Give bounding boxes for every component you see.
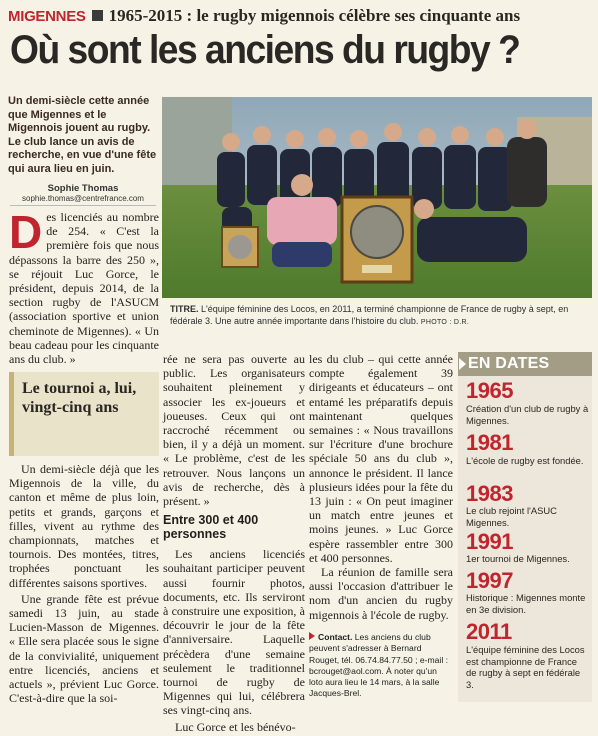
photo-credit: PHOTO : D.R. [420,319,470,326]
column-2-body [163,352,305,736]
timeline-text: Historique : Migennes monte en 3e division. [466,592,586,615]
triangle-right-icon [459,358,466,370]
column-1-body [9,462,159,707]
timeline-text: L'équipe féminine des Locos est championne de France de rugby à sept en fédérale 3. [466,644,585,690]
column-3-body [309,352,453,624]
paragraph: rée ne sera pas ouverte au public. Les organisateurs souhaitent pleinement y associer les ex-joueurs et joueuses. Ceux qui ont raccroché récemment ou bien, il y a déjà un moment. « Le problème, c'est de les retrouver. Nous lançons un avis de recherche, dès à présent. » [163,352,305,509]
subheading: Entre 300 et 400 personnes [163,513,259,542]
timeline-year: 1965 [466,378,513,403]
paragraph: Un demi-siècle déjà que les Migennois de la ville, du canton et même de plus loin, petits et grands, garçons et filles, vivent au rythme des championnats, matches et tournois. Des montées, titres, trophées ponctuant les différentes saisons sportives. [9,462,159,590]
contact-box [309,632,453,700]
kicker-line [8,6,592,28]
author-email: sophie.thomas@centrefrance.com [22,194,144,203]
caption-label: TITRE. [170,304,199,314]
paragraph: Luc Gorce et les bénévo- [175,719,296,734]
dates-title: EN DATES [468,355,550,372]
contact-label: Contact. [318,632,353,642]
intro-paragraph [9,206,159,367]
timeline-year: 1991 [466,529,513,554]
paragraph: La réunion de famille sera aussi l'occasion d'attribuer le nom d'un ancien du rugby migennois à l'école de rugby. [309,565,453,622]
timeline-text: Le club rejoint l'ASUC Migennes. [466,505,557,528]
square-bullet-icon [92,10,103,21]
author-name: Sophie Thomas [47,183,119,194]
paragraph: les du club – qui cette année compte également 39 dirigeants et éducateurs – ont entamé les préparatifs depuis maintenant quelques semaines : « Nous travaillons sur l'écriture d'une brochure spéciale 50 ans du club », annonce le président. Il lance plusieurs idées pour la fête du 13 juin : « On peut imaginer un match entre jeunes et moins jeunes. » Luc Gorce espère rassembler entre 300 et 400 personnes. [309,352,453,565]
headline: Où sont les anciens du rugby ? [10,28,520,72]
timeline-year: 1981 [466,430,513,455]
paragraph: Les anciens licenciés souhaitant participer peuvent aussi fournir photos, documents, etc. Ils serviront à construire une exposition, à découvrir le jour de la fête d'anniversaire. Laquelle précèdera d'une semaine seulement le traditionnel tournoi de rugby de Migennes qui lui, célébrera ses vingt-cinq ans. [163,547,305,718]
contact-text: Les anciens du club peuvent s'adresser à Bernard Rouget, tél. 06.74.84.77.50 ; e-mail : bcrouget@aol.com. À noter qu'un loto aura lieu le 14 mars, à la salle Jacques-Brel. [309,632,449,699]
paragraph: Une grande fête est prévue samedi 13 juin, au stade Lucien-Masson de Migennes. « Elle sera placée sous le signe de la convivialité, uniquement entre licenciés, anciens et actuels », prévient Luc Gorce. C'est-à-dire que la soi- [9,591,159,706]
section-label: MIGENNES [8,8,86,25]
drop-cap: D [9,206,43,258]
timeline-text: Création d'un club de rugby à Migennes. [466,403,589,426]
photo-caption [170,303,588,329]
timeline-text: L'école de rugby est fondée. [466,455,584,466]
timeline-year: 1983 [466,481,513,506]
kicker: 1965-2015 : le rugby migennois célèbre ses cinquante ans [108,6,521,25]
team-photo [162,97,592,298]
arrow-right-icon [309,632,315,640]
intro-text: es licenciés au nombre de 254. « C'est la première fois que nous dépassons la barre des 250 », se réjouit Luc Gorce, le président, depuis 2014, de la section rugby de l'ASUCM (association sportive et union cheminote de Migennes). « Un beau cadeau pour les cinquante ans du club. » [9,210,159,367]
timeline-year: 2011 [466,619,512,644]
caption-text: L'équipe féminine des Locos, en 2011, a terminé championne de France de rugby à sept, en fédérale 3. Une autre année importante dans l'histoire du club. [170,304,569,326]
pull-quote-box [9,372,159,456]
timeline-year: 1997 [466,568,513,593]
timeline-text: 1er tournoi de Migennes. [466,553,570,564]
lead-paragraph: Un demi-siècle cette année que Migennes et le Migennois jouent au rugby. Le club lance un avis de recherche, en vue d'une fête qui aura lieu en juin. [8,95,157,175]
pull-quote: Le tournoi a, lui, vingt-cinq ans [22,380,137,416]
